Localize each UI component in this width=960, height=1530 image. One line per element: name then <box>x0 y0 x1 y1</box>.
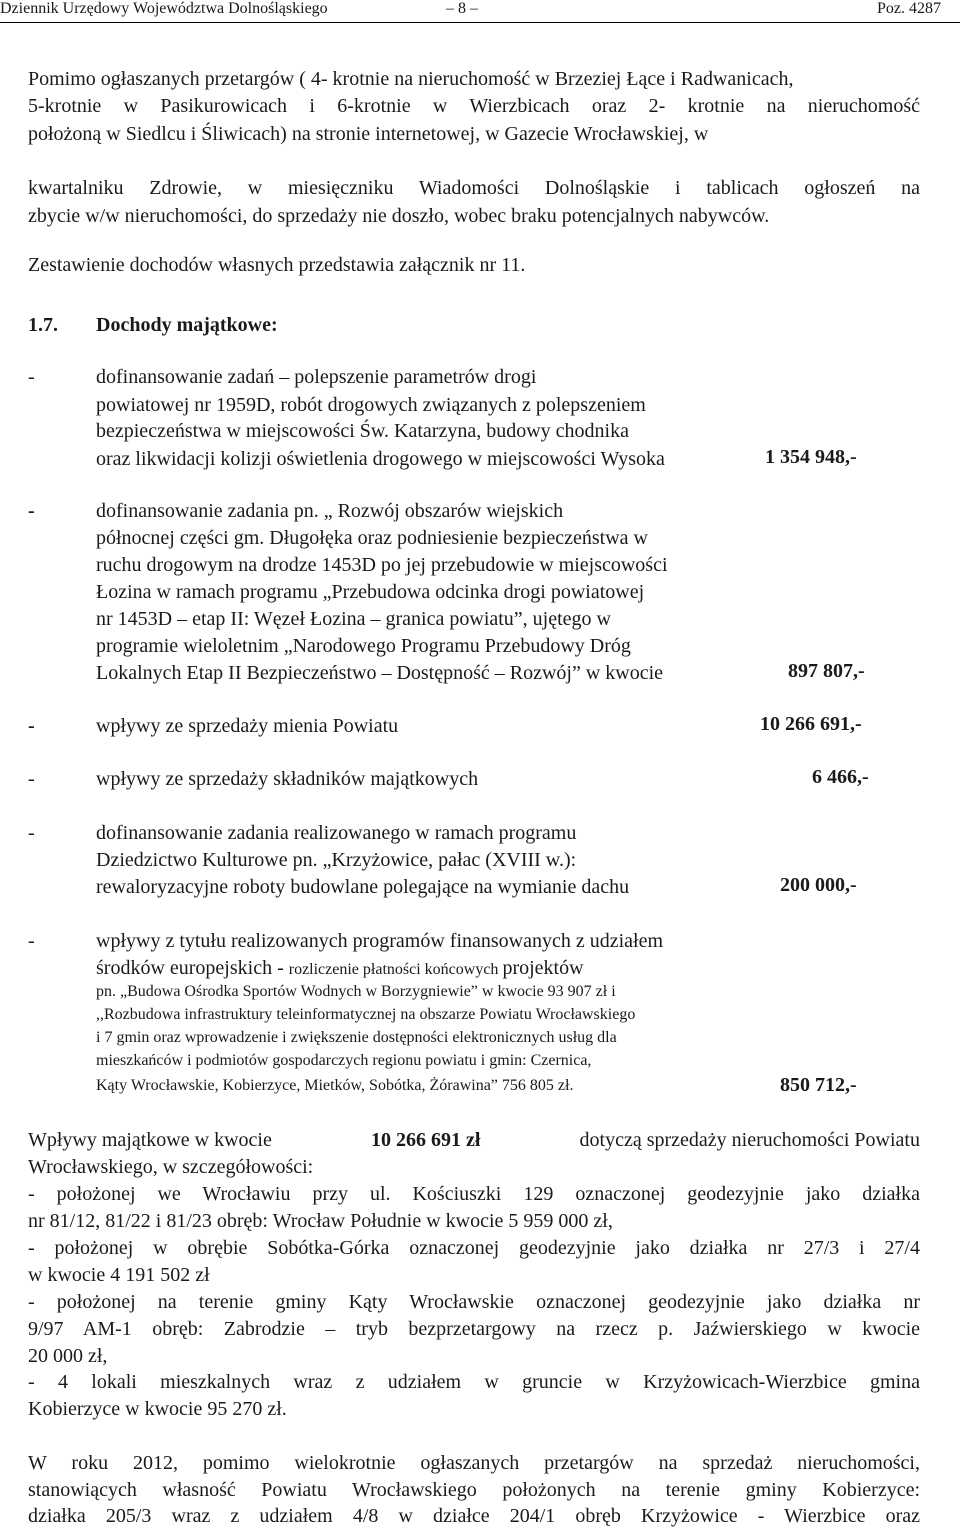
closing-line-2: stanowiących własność Powiatu Wrocławskiego położonych na terenie gminy Kobierzyce: <box>28 1479 920 1501</box>
item-2-line-5: nr 1453D – etap II: Węzeł Łozina – granica powiatu”, ujętego w <box>96 608 611 630</box>
item-5-line-2: Dziedzictwo Kulturowe pn. „Krzyżowice, pałac (XVIII w.): <box>96 849 577 871</box>
intro-line-5: zbycie w/w nieruchomości, do sprzedaży nie doszło, wobec braku potencjalnych nabywców. <box>28 205 770 227</box>
item-6-detail-2: ,,Rozbudowa infrastruktury teleinformatycznej na obszarze Powiatu Wrocławskiego <box>96 1006 636 1023</box>
item-6-line-2-b: rozliczenie płatności końcowych <box>288 961 503 978</box>
item-6-dash: - <box>28 930 35 952</box>
item-6-amount: 850 712,- <box>780 1074 857 1096</box>
summary-text-c: dotyczą sprzedaży nieruchomości Powiatu <box>579 1129 920 1151</box>
item-6-line-2-a: środków europejskich - <box>96 957 289 979</box>
summary-text-a: Wpływy majątkowe w kwocie <box>28 1129 272 1151</box>
summary-line-4: nr 81/12, 81/22 i 81/23 obręb: Wrocław Południe w kwocie 5 959 000 zł, <box>28 1210 613 1232</box>
summary-line-5: - położonej w obrębie Sobótka-Górka oznaczonej geodezyjnie jako działka nr 27/3 i 27/4 <box>28 1237 920 1259</box>
item-1-line-1: dofinansowanie zadań – polepszenie parametrów drogi <box>96 366 537 388</box>
item-5-amount: 200 000,- <box>780 874 857 896</box>
summary-line-10: - 4 lokali mieszkalnych wraz z udziałem w gruncie w Krzyżowicach-Wierzbice gmina <box>28 1371 920 1393</box>
closing-line-3: działka 205/3 wraz z udziałem 4/8 w działce 204/1 obręb Krzyżowice - Wierzbice oraz <box>28 1505 920 1527</box>
journal-title: Dziennik Urzędowy Województwa Dolnośląskiego <box>0 0 328 17</box>
intro-line-6: Zestawienie dochodów własnych przedstawia załącznik nr 11. <box>28 254 526 276</box>
header-rule <box>0 22 960 23</box>
intro-line-1: Pomimo ogłaszanych przetargów ( 4- krotnie na nieruchomość w Brzeziej Łące i Radwanicach, <box>28 68 794 90</box>
item-1-line-3: bezpieczeństwa w miejscowości Św. Katarzyna, budowy chodnika <box>96 420 629 442</box>
summary-line-11: Kobierzyce w kwocie 95 270 zł. <box>28 1398 287 1420</box>
item-6-line-2 <box>96 955 584 983</box>
closing-line-1: W roku 2012, pomimo wielokrotnie ogłaszanych przetargów na sprzedaż nieruchomości, <box>28 1452 920 1474</box>
summary-line-9: 20 000 zł, <box>28 1345 108 1367</box>
item-3-dash: - <box>28 715 35 737</box>
item-4-amount: 6 466,- <box>812 766 869 788</box>
item-2-line-1: dofinansowanie zadania pn. „ Rozwój obszarów wiejskich <box>96 500 564 522</box>
intro-line-4: kwartalniku Zdrowie, w miesięczniku Wiadomości Dolnośląskie i tablicach ogłoszeń na <box>28 177 920 199</box>
summary-total: 10 266 691 zł <box>370 1129 481 1151</box>
item-3-amount: 10 266 691,- <box>760 713 862 735</box>
item-1-line-4: oraz likwidacji kolizji oświetlenia drogowego w miejscowości Wysoka <box>96 448 665 470</box>
item-2-line-2: północnej części gm. Długołęka oraz podniesienie bezpieczeństwa w <box>96 527 649 549</box>
page-number: – 8 – <box>446 0 478 17</box>
summary-line-2: Wrocławskiego, w szczegółowości: <box>28 1156 314 1178</box>
item-2-dash: - <box>28 500 35 522</box>
item-2-line-7: Lokalnych Etap II Bezpieczeństwo – Dostępność – Rozwój” w kwocie <box>96 662 664 684</box>
summary-line-3: - położonej we Wrocławiu przy ul. Kościuszki 129 oznaczonej geodezyjnie jako działka <box>28 1183 920 1205</box>
item-5-dash: - <box>28 822 35 844</box>
section-title: Dochody majątkowe: <box>96 314 278 336</box>
item-4-line-1: wpływy ze sprzedaży składników majątkowych <box>96 768 479 790</box>
intro-line-2: 5-krotnie w Pasikurowicach i 6-krotnie w Wierzbicach oraz 2- krotnie na nieruchomość <box>28 95 920 117</box>
summary-line-6: w kwocie 4 191 502 zł <box>28 1264 210 1286</box>
item-6-detail-3: i 7 gmin oraz wprowadzenie i zwiększenie dostępności elektronicznych usług dla <box>96 1029 617 1046</box>
item-5-line-1: dofinansowanie zadania realizowanego w ramach programu <box>96 822 577 844</box>
item-3-line-1: wpływy ze sprzedaży mienia Powiatu <box>96 715 399 737</box>
item-2-line-3: ruchu drogowym na drodze 1453D po jej przebudowie w miejscowości <box>96 554 668 576</box>
item-4-dash: - <box>28 768 35 790</box>
item-2-line-4: Łozina w ramach programu „Przebudowa odcinka drogi powiatowej <box>96 581 645 603</box>
item-1-dash: - <box>28 366 35 388</box>
item-1-line-2: powiatowej nr 1959D, robót drogowych związanych z polepszeniem <box>96 394 646 416</box>
item-6-detail-5: Kąty Wrocławskie, Kobierzyce, Mietków, Sobótka, Żórawina” 756 805 zł. <box>96 1077 574 1094</box>
item-6-line-1: wpływy z tytułu realizowanych programów finansowanych z udziałem <box>96 930 664 952</box>
intro-line-3: położoną w Siedlcu i Śliwicach) na stronie internetowej, w Gazecie Wrocławskiej, w <box>28 123 709 145</box>
item-1-amount: 1 354 948,- <box>765 446 857 468</box>
item-6-line-2-c: projektów <box>502 957 584 979</box>
item-6-detail-1: pn. „Budowa Ośrodka Sportów Wodnych w Borzygniewie” w kwocie 93 907 zł i <box>96 983 616 1000</box>
item-5-line-3: rewaloryzacyjne roboty budowlane polegające na wymianie dachu <box>96 876 630 898</box>
item-2-amount: 897 807,- <box>788 660 865 682</box>
summary-line-7: - położonej na terenie gminy Kąty Wrocławskie oznaczonej geodezyjnie jako działka nr <box>28 1291 920 1313</box>
summary-line-8: 9/97 AM-1 obręb: Zabrodzie – tryb bezprzetargowy na rzecz p. Jaźwierskiego w kwocie <box>28 1318 920 1340</box>
item-6-detail-4: mieszkańców i podmiotów gospodarczych regionu powiatu i gmin: Czernica, <box>96 1052 592 1069</box>
section-number: 1.7. <box>28 314 58 336</box>
item-2-line-6: programie wieloletnim „Narodowego Programu Przebudowy Dróg <box>96 635 631 657</box>
position-number: Poz. 4287 <box>877 0 941 17</box>
summary-line-1 <box>28 1127 920 1154</box>
